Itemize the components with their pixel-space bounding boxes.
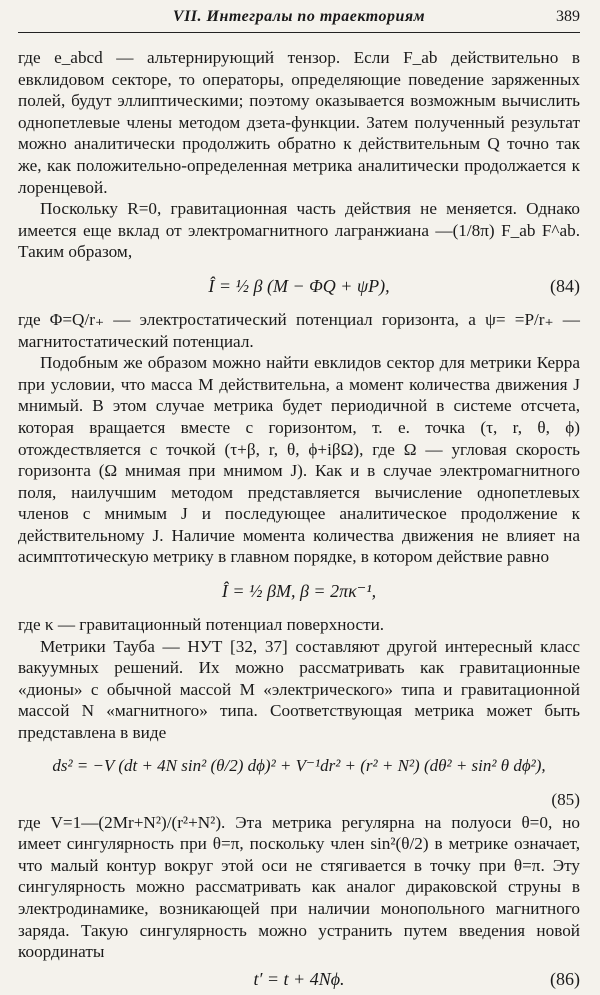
equation-85-formula: ds² = −V (dt + 4N sin² (θ/2) dϕ)² + V⁻¹dr² + (r² + N²) (dθ² + sin² θ dϕ²), xyxy=(52,755,546,775)
page-body xyxy=(18,47,580,995)
equation-84-number: (84) xyxy=(550,275,580,296)
paragraph-3: где Φ=Q/r₊ — электростатический потенциал горизонта, а ψ= =P/r₊ — магнитостатический потенциал. xyxy=(18,309,580,351)
paragraph-1: где e_abcd — альтернирующий тензор. Если F_ab действительно в евклидовом секторе, то операторы, определяющие поведение заряженных полей, будут эллиптическими; поэтому оказывается возможным вычислить однопетлевые члены методом дзета-функции. Затем полученный результат можно аналитически продолжить обратно к действительным Q точно так же, как положительно-определенная метрика аналитически продолжается к лоренцевой. xyxy=(18,48,580,197)
paragraph-5: где κ — гравитационный потенциал поверхности. xyxy=(18,615,385,635)
equation-84 xyxy=(18,263,580,309)
equation-action-kerr xyxy=(18,568,580,614)
paragraph-2: Поскольку R=0, гравитационная часть действия не меняется. Однако имеется еще вклад от электромагнитного лагранжиана —(1/8π) F_ab F^ab. Таким образом, xyxy=(18,199,580,262)
equation-action-kerr-formula: Î = ½ βM, β = 2πκ⁻¹, xyxy=(221,581,377,602)
equation-86-formula: t′ = t + 4Nϕ. xyxy=(253,968,345,989)
equation-86 xyxy=(18,963,580,995)
equation-86-number: (86) xyxy=(550,968,580,989)
equation-84-formula: Î = ½ β (M − ΦQ + ψP), xyxy=(208,275,390,296)
equation-85-number: (85) xyxy=(551,789,580,809)
paragraph-6: Метрики Тауба — НУТ [32, 37] составляют другой интересный класс вакуумных решений. Их можно рассматривать как гравитационные «дионы» с обычной массой M «электрического» типа и гравитационной массой N «магнитного» типа. Соответствующая метрика может быть представлена в виде xyxy=(18,636,580,743)
running-head: VII. Интегралы по траекториям xyxy=(172,8,426,25)
equation-85 xyxy=(18,744,580,788)
paragraph-4: Подобным же образом можно найти евклидов сектор для метрики Керра при условии, что масса M действительна, а момент количества движения J мнимый. В этом случае метрика будет периодичной в системе отсчета, которая вращается вместе с горизонтом, т. е. точка (τ, r, θ, ϕ) отождествляется с точкой (τ+β, r, θ, ϕ+iβΩ), где Ω — угловая скорость горизонта (Ω мнимая при мнимом J). Как и в случае электромагнитного поля, наилучшим методом представляется вычисление однопетлевых членов с мнимым J и последующее аналитическое продолжение к действительному J. Наличие момента количества движения не влияет на асимптотическую метрику в главном порядке, в котором действие равно xyxy=(18,353,580,567)
page-header xyxy=(18,6,580,33)
page-number: 389 xyxy=(556,8,580,25)
paragraph-7: где V=1—(2Mr+N²)/(r²+N²). Эта метрика регулярна на полуоси θ=0, но имеет сингулярность при θ=π, поскольку член sin²(θ/2) в метрике означает, что малый контур вокруг этой оси не стягивается в точку при θ=π. Эту сингулярность можно рассматривать как аналог дираковской струны в электродинамике, возникающей при наличии монопольного магнитного заряда. Такую сингулярность можно устранить путем введения новой координаты xyxy=(18,812,580,962)
